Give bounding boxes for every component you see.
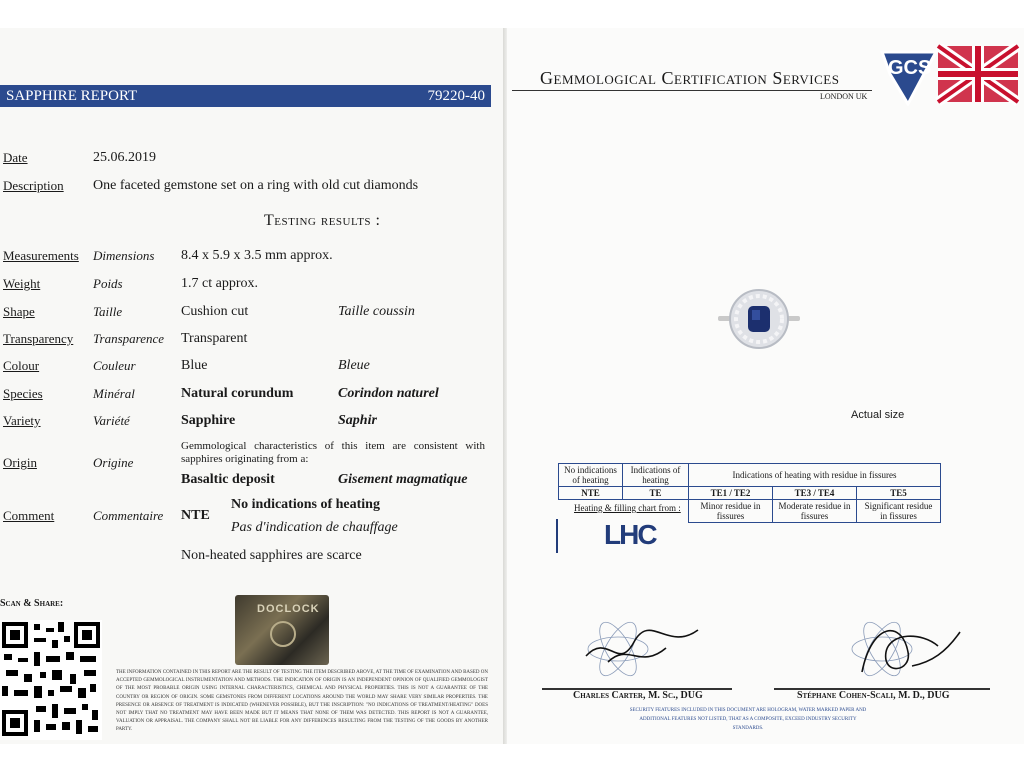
heat-col-residue-head: Indications of heating with residue in fissures [689,464,941,487]
comment-code: NTE [181,508,210,523]
spec-label-fr: Transparence [93,331,165,346]
heat-code-te1: TE1 / TE2 [689,487,773,500]
spec-value: 8.4 x 5.9 x 3.5 mm approx. [181,248,333,263]
spec-label-fr: Dimensions [93,248,155,263]
company-location: LONDON UK [820,92,868,101]
spec-label-en: Variety [3,413,41,428]
heat-code-nte: NTE [559,487,623,500]
origin-value: Basaltic deposit [181,472,275,487]
spec-value: Natural corundum [181,386,294,401]
spec-value: Cushion cut [181,304,249,319]
header-rule [512,90,872,91]
heat-col-te-head: Indications of heating [623,464,689,487]
origin-label-fr: Origine [93,455,134,470]
signer-carter: Charles Carter, M. Sc., DUG [573,690,703,701]
hologram-ring [270,621,296,647]
hologram-seal-icon [235,595,329,665]
heat-code-te3: TE3 / TE4 [773,487,857,500]
spec-value: Sapphire [181,413,236,428]
spec-label-fr: Poids [93,276,123,291]
actual-size-caption: Actual size [851,409,905,421]
origin-value-fr: Gisement magmatique [338,472,468,487]
spec-label-en: Colour [3,358,40,373]
comment-label: Comment [3,508,55,523]
qr-code-icon[interactable] [0,620,102,740]
origin-note: Gemmological characteristics of this item are consistent with sapphires originating from a: [181,440,485,465]
spec-value-fr: Bleue [338,358,370,373]
spec-label-en: Measurements [3,248,79,263]
comment-line2: Pas d'indication de chauffage [231,520,398,535]
signature-cohen-scali-icon [842,612,970,686]
heat-col-nte-head: No indications of heating [559,464,623,487]
heat-code-te5: TE5 [857,487,941,500]
spec-value-fr: Taille coussin [338,304,415,319]
heating-chart-link[interactable]: Heating & filling chart from : [574,503,681,513]
gcs-logo-icon [878,44,1020,106]
hologram-text: DOCLOCK [257,603,320,615]
spec-label-en: Species [3,386,43,401]
spec-value-fr: Saphir [338,413,377,428]
testing-results-heading: Testing results : [264,212,381,229]
spec-label-fr: Variété [93,413,130,428]
date-label: Date [3,150,28,165]
spec-value: 1.7 ct approx. [181,276,258,291]
spec-value: Transparent [181,331,248,346]
spec-value-fr: Corindon naturel [338,386,439,401]
lhc-logo-icon: LHC [604,519,656,550]
disclaimer-text: THE INFORMATION CONTAINED IN THIS REPORT ARE THE RESULT OF TESTING THE ITEM DESCRIBED ABOVE, AT THE TIME OF EXAMINATION AND BASED ON ACCEPTED GEMMOLOGICAL INSTRUMENTATION AND METHODS. THE INDICATION OF ORIGIN IS AN INDEPENDENT OPINION OF QUALIFIED GEMMOLOGIST OF THE MOST PROBABLE ORIGIN USING INTERNAL CHARACTERISTICS, CHEMICAL AND PHYSICAL PROPERTIES. THIS IS NOT A GUARANTEE OF THE COUNTRY OR REGION OF ORIGIN. SOME GEMSTONES FROM DIFFERENT LOCATIONS AROUND THE WORLD MAY SHARE VERY SIMILAR PROPERTIES. THE PRESENCE OR ABSENCE OF TREATMENT IS INDICATED (WHENEVER POSSIBLE), BUT THE INSCRIPTION: "NO INDICATIONS OF TREATMENT/HEATING" DOES NOT IMPLY THAT NO TREATMENT MAY HAVE BEEN MADE BUT IT MEANS THAT NONE OF THEM WAS DETECTED. THIS REPORT IS NOT A GUARANTEE, VALUATION OR APPRAISAL. THE COMPANY SHALL NOT BE LIABLE FOR ANY DIFFERENCES RESULTING FROM THE TESTING OF THE GOODS BY ANOTHER PARTY. [116,670,488,733]
spec-label-fr: Couleur [93,358,136,373]
comment-line3: Non-heated sapphires are scarce [181,548,362,563]
scan-share-label: Scan & Share: [0,598,64,609]
heating-table [558,463,941,523]
spec-label-en: Shape [3,304,35,319]
report-title: SAPPHIRE REPORT [6,87,138,104]
heat-code-te: TE [623,487,689,500]
svg-text:GCS: GCS [888,57,932,79]
spec-label-en: Weight [3,276,41,291]
heat-desc-minor: Minor residue in fissures [689,500,773,523]
report-number: 79220-40 [427,87,485,104]
spec-label-fr: Minéral [93,386,135,401]
heat-desc-significant: Significant residue in fissures [857,500,941,523]
lhc-bar [556,519,558,553]
spec-label-en: Transparency [3,331,74,346]
ring-photo-icon [718,288,800,350]
spec-label-fr: Taille [93,304,123,319]
heat-desc-moderate: Moderate residue in fissures [773,500,857,523]
comment-label-fr: Commentaire [93,508,164,523]
origin-label: Origin [3,455,37,470]
spec-value: Blue [181,358,208,373]
signature-carter-icon [578,612,706,686]
comment-line1: No indications of heating [231,497,380,512]
company-name: Gemmological Certification Services [540,68,840,88]
report-header-bar [0,85,491,107]
description-value: One faceted gemstone set on a ring with old cut diamonds [93,178,419,193]
signer-cohen-scali: Stéphane Cohen-Scali, M. D., DUG [797,690,950,701]
description-label: Description [3,178,64,193]
date-value: 25.06.2019 [93,150,156,165]
security-note: SECURITY FEATURES INCLUDED IN THIS DOCUMENT ARE HOLOGRAM, WATER MARKED PAPER AND ADDITIONAL FEATURES NOT LISTED, THAT AS A COMPOSITE, EXCEED INDUSTRY SECURITY STANDARDS. [629,708,867,731]
